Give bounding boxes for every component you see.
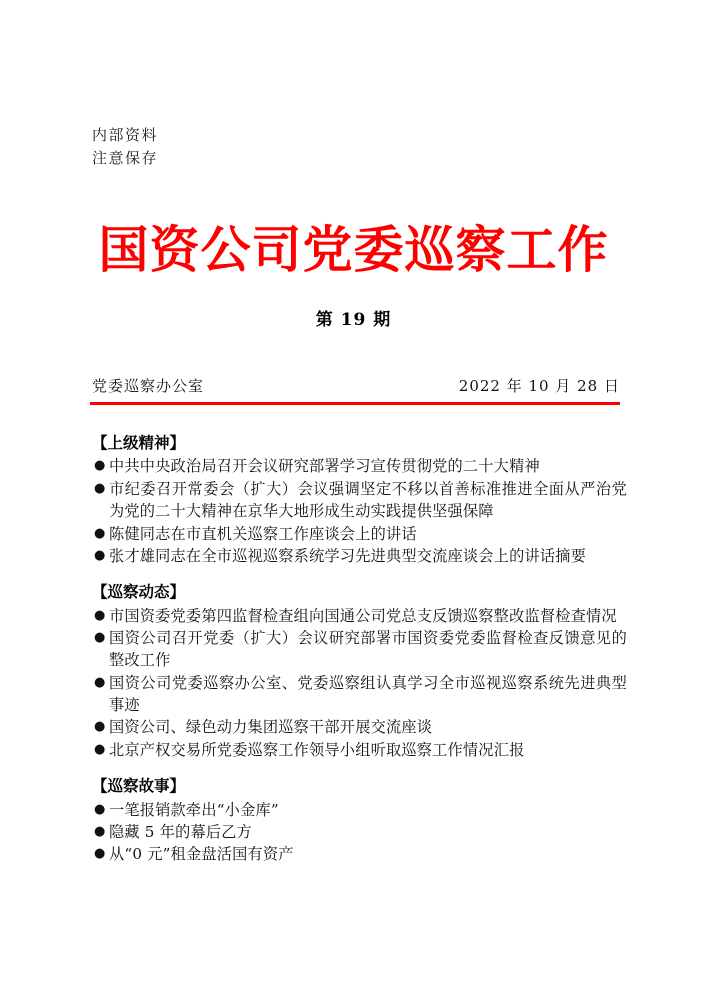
bullet-dot-icon: ● (94, 525, 106, 541)
section-heading: 【巡察故事】 (92, 777, 186, 796)
bullet-dot-icon: ● (94, 674, 106, 690)
notice-line-1: 内部资料 (92, 126, 159, 144)
issue-number: 第 19 期 (315, 310, 392, 330)
content-section (92, 432, 627, 567)
section-item-list (92, 605, 627, 761)
list-item-label: 从“0 元”租金盘活国有资产 (109, 845, 294, 864)
list-item[interactable] (92, 455, 627, 477)
list-item-label: 张才雄同志在全市巡视巡察系统学习先进典型交流座谈会上的讲话摘要 (109, 546, 587, 565)
bullet-dot-icon: ● (94, 607, 106, 623)
section-item-list (92, 799, 627, 866)
list-item[interactable] (92, 672, 627, 717)
bullet-dot-icon: ● (94, 458, 106, 474)
bullet-dot-icon: ● (94, 480, 106, 496)
list-item-label: 市纪委召开常委会（扩大）会议强调坚定不移以首善标准推进全面从严治党为党的二十大精神在京华大地形成生动实践提供坚强保障 (109, 479, 627, 521)
issue-date: 2022 年 10 月 28 日 (458, 377, 620, 395)
bullet-dot-icon: ● (94, 823, 106, 839)
list-item[interactable] (92, 843, 627, 865)
bullet-dot-icon: ● (94, 801, 106, 817)
list-item-label: 国资公司党委巡察办公室、党委巡察组认真学习全市巡视巡察系统先进典型事迹 (109, 673, 627, 715)
list-item[interactable] (92, 739, 627, 761)
bullet-dot-icon: ● (94, 547, 106, 563)
section-item-list (92, 455, 627, 567)
list-item[interactable] (92, 478, 627, 523)
imprint-row (92, 375, 620, 396)
masthead-title: 国资公司党委巡察工作 (98, 220, 609, 279)
bullet-dot-icon: ● (94, 741, 106, 757)
list-item[interactable] (92, 545, 627, 567)
list-item[interactable] (92, 523, 627, 545)
list-item[interactable] (92, 821, 627, 843)
list-item[interactable] (92, 799, 627, 821)
list-item-label: 中共中央政治局召开会议研究部署学习宣传贯彻党的二十大精神 (109, 457, 540, 476)
list-item-label: 国资公司召开党委（扩大）会议研究部署市国资委党委监督检查反馈意见的整改工作 (109, 629, 627, 670)
content-section (92, 581, 627, 761)
bulletin-content (92, 432, 627, 866)
list-item-label: 隐藏 5 年的幕后乙方 (109, 822, 253, 841)
red-horizontal-rule (90, 402, 620, 405)
bullet-dot-icon: ● (94, 719, 106, 735)
list-item-label: 市国资委党委第四监督检查组向国通公司党总支反馈巡察整改监督检查情况 (109, 606, 617, 625)
list-item-label: 一笔报销款牵出“小金库” (109, 800, 279, 819)
notice-line-2: 注意保存 (92, 149, 159, 168)
content-section (92, 775, 627, 866)
bullet-dot-icon: ● (94, 846, 106, 862)
list-item[interactable] (92, 605, 627, 627)
issuing-office: 党委巡察办公室 (92, 377, 205, 395)
list-item-label: 陈健同志在市直机关巡察工作座谈会上的讲话 (109, 524, 417, 543)
list-item-label: 北京产权交易所党委巡察工作领导小组听取巡察工作情况汇报 (109, 740, 525, 759)
bullet-dot-icon: ● (94, 630, 106, 645)
confidentiality-notice (92, 124, 158, 171)
section-heading: 【巡察动态】 (92, 583, 186, 602)
list-item[interactable] (92, 627, 627, 672)
list-item[interactable] (92, 716, 627, 738)
list-item-label: 国资公司、绿色动力集团巡察干部开展交流座谈 (109, 718, 433, 737)
section-heading: 【上级精神】 (92, 434, 186, 452)
